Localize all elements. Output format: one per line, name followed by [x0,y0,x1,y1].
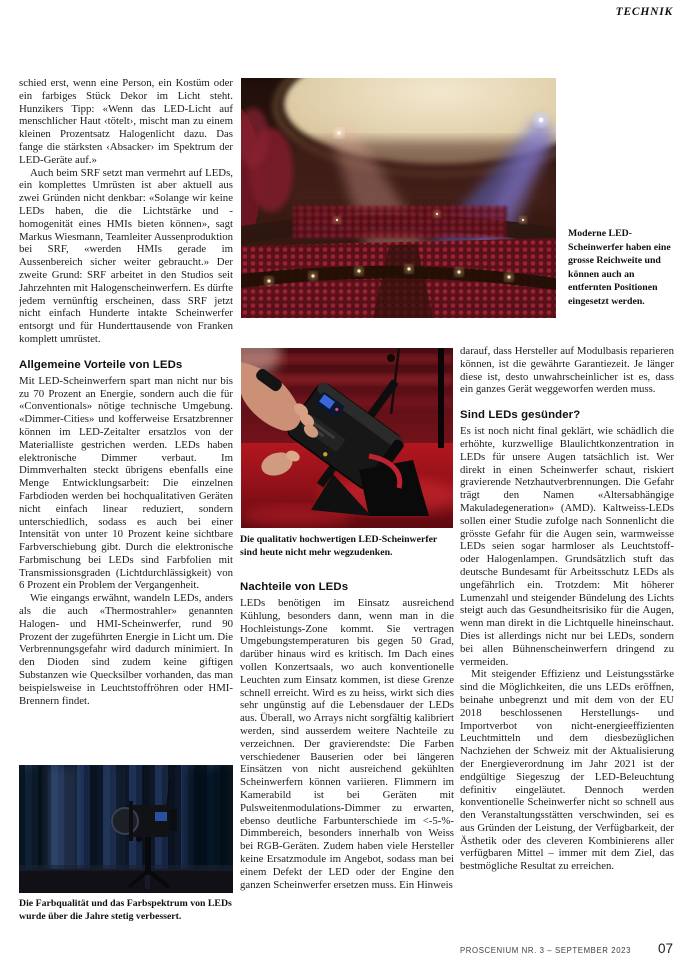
section-label: TECHNIK [615,6,673,18]
column-1 [19,77,233,763]
journal-issue-label: PROSCENIUM NR. 3 – SEPTEMBER 2023 [460,946,632,955]
column-2 [240,533,454,945]
col2-heading: Nachteile von LEDs [240,581,349,593]
led-fixture-illustration [241,348,453,528]
page-footer [460,941,673,956]
col3-paragraph-0: darauf, dass Hersteller auf Modulbasis reparieren können, ist die gewährte Garantiezeit. Je länger diese ist, desto unwahrscheinlicher ist es, dass ein ganzes Gerät weggeworfen werden muss. [460,345,674,396]
column-3 [460,345,674,931]
col2-paragraph-1: LEDs benötigen im Einsatz ausreichend Kühlung, besonders dann, wenn man in die Hochleistungs-Zone kommt. Sie vertragen Umgebungstemperaturen bis gegen 50 Grad, darüber hinaus wird es kritisch. Im Dach eines vollen Konzertsaals, wo auch konventionelle Leuchten zum Einsatz kommen, ist diese Grenze schnell erreicht. Wird es zu heiss, wirkt sich dies sehr ungünstig auf die Lebensdauer der LEDs aus. Überall, wo Arrays nicht sorgfältig kalibriert werden, sind ausserdem weitere Nachteile zu verzeichnen. Der gravierendste: Die Farben verschiedener Bauserien oder bei längeren Einsätzen von nicht ausreichend gekühlten Scheinwerfern können variieren. Flimmern im Kamerabild ist bei Geräten mit Pulsweitenmodulations-Dimmer zu erwarten, ebenso deutliche Farbunterschiede im <-5-%-Dimmbereich, besonders innerhalb von Weiss bei RGB-Geräten. Zudem haben viele Hersteller keine Ersatzmodule im Angebot, sodass man bei einem Defekt der LED oder der Engine den ganzen Scheinwerfer ersetzen muss. Ein Hinweis [240,597,454,891]
page-number: 07 [657,941,673,956]
spotlight-curtain-photo [19,765,233,893]
col1-heading: Allgemeine Vorteile von LEDs [19,358,183,371]
col1-paragraph-4: Wie eingangs erwähnt, wandeln LEDs, anders als die auch «Thermostrahler» genannten Halogen- und HMI-Scheinwerfer, rund 90 Prozent der zugeführten Energie in Licht um. Die Verbrennungsgefahr wird dadurch minimiert. In den Dioden sind zudem keine giftigen Substanzen wie Quecksilber vorhanden, das man beispielsweise in Leuchtstoffröhren oder HMI-Brennern findet. [19,592,233,707]
spotlight-curtain-illustration [19,765,233,893]
theater-auditorium-photo [241,78,556,318]
led-fixture-photo [241,348,453,528]
theater-auditorium-illustration [241,78,556,318]
col3-paragraph-2: Mit steigender Effizienz und Leistungsstärke sind die Möglichkeiten, die uns LEDs eröffnen, beinahe unbegrenzt und mit dem von der EU 2018 beschlossenen Herstellungs- und Importverbot von nicht-energieeffizienten Leuchtmitteln und dem diesbezüglichen Nachziehen der Schweiz mit der Aktualisierung der Energieverordnung im Jahr 2021 ist der endgültige Siegeszug der LED-Beleuchtung definitiv eingeläutet. Dennoch werden konventionelle Scheinwerfer nicht so schnell aus den Veranstaltungsstätten verschwinden, sei es aus Gründen der Leistung, der Verfügbarkeit, der Ästhetik oder des cleveren Kombinierens aller verfügbaren Mittel – immer mit dem Ziel, das bestmögliche Resultat zu erreichen. [460,668,674,873]
col1-paragraph-1: schied erst, wenn eine Person, ein Kostüm oder ein farbiges Stück Dekor im Licht steht. Hunzikers Tipp: «Wenn das LED-Licht auf menschlicher Haut ‹tötelt›, mischt man zu einem kleinen Prozentsatz Halogenlicht dazu. Das fange die stärksten ‹Absacker› im Spektrum der LED-Geräte auf.» [19,77,233,166]
col3-heading: Sind LEDs gesünder? [460,409,581,422]
col3-paragraph-1: Es ist noch nicht final geklärt, wie schädlich die erhöhte, kurzwellige Blaulichtkonzentration in LEDs für unsere Augen tatsächlich ist. Wer direkt in einen Scheinwerfer schaut, riskiert gravierende Netzhautverbrennungen. Die Gefahr trägt den Namen «Altersabhängige Makuladegeneration» (AMD). Kaltweiss-LEDs sollen einer Studie zufolge nach Sonnenlicht die grösste Gefahr für die Augen sein, warmweisse LEDs seien sogar harmloser als Leuchtstoff- oder Halogenlampen. Grundsätzlich stuft das deutsche Bundesamt für Arbeitsschutz LEDs als ungefährlich ein. Trotzdem: Mit höherer Lumenzahl und steigender Bündelung des Lichts steigt auch das Gesundheitsrisiko für die Augen, wenn man direkt in die Lichtquelle hineinschaut. Dies ist allerdings nicht nur bei LEDs, sondern bei allen Bühnenscheinwerfern dringend zu vermeiden. [460,425,674,668]
spotlight-photo-caption: Die Farbqualität und das Farbspektrum von LEDs wurde über die Jahre stetig verbessert. [19,898,232,922]
col1-paragraph-2: Auch beim SRF setzt man vermehrt auf LEDs, ein komplettes Umrüsten ist aber aktuell aus zwei Gründen nicht denkbar: «Solange wir keine LEDs haben, die die Lichtstärke und -homogenität eines HMIs bieten können», sagt Markus Wiesmann, Teamleiter Aussenproduktion bei SRF, «werden HMIs gerade im Aussenbereich sicher weiter gebraucht.» Der zweite Grund: SRF arbeitet in den Studios seit Jahrzehnten mit Halogenscheinwerfern. Es dürfte jedem vernünftig erscheinen, dass SRF jetzt nicht einfach Hunderte intakte Scheinwerfer entsorgt und für Hunderttausende von Franken komplett umrüstet. [19,166,233,345]
theater-photo-caption: Moderne LED-Scheinwerfer haben eine grosse Reichweite und können auch an entfernten Positionen eingesetzt werden. [568,228,671,307]
fixture-photo-caption: Die qualitativ hochwertigen LED-Scheinwerfer sind heute nicht mehr wegzudenken. [240,534,438,558]
col1-paragraph-3: Mit LED-Scheinwerfern spart man nicht nur bis zu 70 Prozent an Energie, sondern auch die für «Conventionals» nötige technische Umgebung. «Dimmer-Cities» und kofferweise Ersatzbrenner können im LED-Zeitalter ersatzlos von der Materialliste gestrichen werden. LEDs haben elektronische Dimmer verbaut. Im Dimmverhalten steckt übrigens ebenfalls eine Menge Entwicklungsarbeit: Die einzelnen Farbdioden werden bei hochqualitativen Geräten nicht einfach linear reduziert, sondern unterschiedlich, sodass es auch bei einer Intensität von unter 10 Prozent keine sichtbare Farbverschiebung gibt. Durch die elektronische Farbmischung bei LEDs sind Farbfolien mit Transmissionsgraden (Lichtdurchlässigkeit) von 6 Prozent ein Problem der Vergangenheit. [19,374,233,592]
